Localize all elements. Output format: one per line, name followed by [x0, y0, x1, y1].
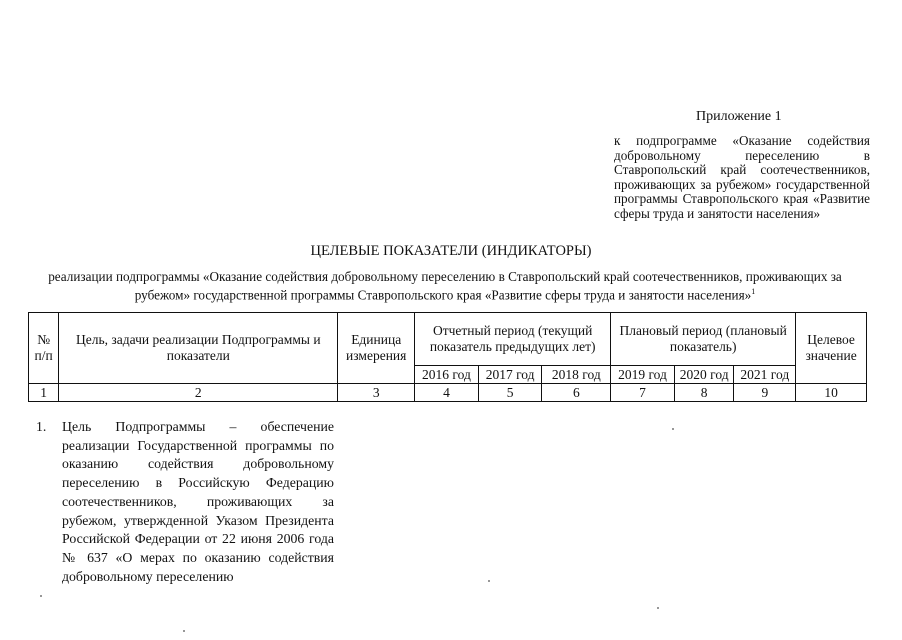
year-cell: 2020 год: [674, 366, 734, 384]
scan-speck: [488, 580, 490, 582]
column-number-cell: 5: [478, 384, 542, 402]
header-goal: Цель, задачи реализации Подпрограммы и показатели: [59, 313, 338, 384]
column-number-cell: 1: [29, 384, 59, 402]
header-number: № п/п: [29, 313, 59, 384]
scan-speck: [183, 630, 185, 632]
scan-speck: [40, 595, 42, 597]
goal-item-text: Цель Подпрограммы – обеспечение реализации Государственной программы по оказанию содействия добровольному переселению в Российскую Федерацию соотечественников, проживающих за рубежом, утвержденной Указом Президента Российской Федерации от 22 июня 2006 года № 637 «О мерах по оказанию содействия добровольному переселению: [62, 419, 334, 584]
year-cell: 2019 год: [611, 366, 675, 384]
column-number-cell: 2: [59, 384, 338, 402]
appendix-title: Приложение 1: [696, 109, 782, 124]
column-number-cell: 7: [611, 384, 675, 402]
column-number-cell: 9: [734, 384, 796, 402]
column-number-cell: 6: [542, 384, 611, 402]
column-number-cell: 4: [415, 384, 479, 402]
year-cell: 2021 год: [734, 366, 796, 384]
year-cell: 2017 год: [478, 366, 542, 384]
goal-item-number: 1.: [36, 419, 47, 434]
year-cell: 2016 год: [415, 366, 479, 384]
indicators-table: [28, 312, 867, 402]
header-planned-period: Плановый период (плановый показатель): [611, 313, 796, 366]
header-unit: Единица измерения: [338, 313, 415, 384]
column-number-cell: 8: [674, 384, 734, 402]
column-number-cell: 10: [796, 384, 867, 402]
scan-speck: [672, 428, 674, 430]
year-cell: 2018 год: [542, 366, 611, 384]
header-reporting-period: Отчетный период (текущий показатель предыдущих лет): [415, 313, 611, 366]
header-target: Целевое значение: [796, 313, 867, 384]
appendix-reference: к подпрограмме «Оказание содействия добровольному переселению в Ставропольский край соотечественников, проживающих за рубежом» государственной программы Ставропольского края «Развитие сферы труда и занятости населения»: [614, 133, 870, 221]
document-subtitle-text: реализации подпрограммы «Оказание содействия добровольному переселению в Ставропольский край соотечественников, проживающих за рубежом» государственной программы Ставропольского края «Развитие сферы труда и занятости населения»: [48, 269, 842, 303]
scan-speck: [657, 607, 659, 609]
document-subtitle: [20, 269, 870, 302]
document-title: ЦЕЛЕВЫЕ ПОКАЗАТЕЛИ (ИНДИКАТОРЫ): [310, 243, 592, 259]
column-number-cell: 3: [338, 384, 415, 402]
footnote-mark: 1: [751, 287, 756, 296]
